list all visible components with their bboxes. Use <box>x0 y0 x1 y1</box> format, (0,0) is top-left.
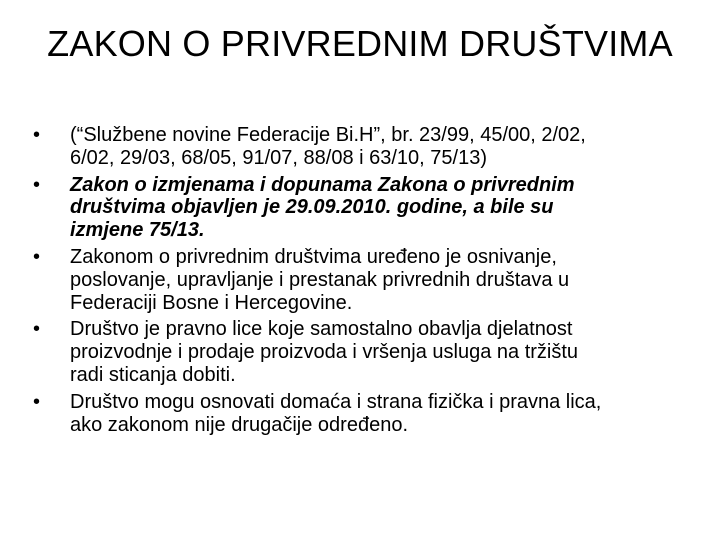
bullet-dot: • <box>33 390 41 413</box>
bullet-item-law-scope <box>30 246 700 314</box>
bullet-line: ako zakonom nije drugačije određeno. <box>70 413 408 436</box>
bullet-line: radi sticanja dobiti. <box>70 363 236 386</box>
slide-title: ZAKON O PRIVREDNIM DRUŠTVIMA <box>47 23 673 64</box>
bullet-list <box>30 124 700 440</box>
bullet-item-gazette-references <box>30 124 700 170</box>
bullet-line: društvima objavljen je 29.09.2010. godine, a bile su <box>70 196 554 219</box>
bullet-line: Zakon o izmjenama i dopunama Zakona o privrednim <box>70 173 575 196</box>
bullet-line: Zakonom o privrednim društvima uređeno je osnivanje, <box>70 245 557 268</box>
bullet-line: Društvo je pravno lice koje samostalno obavlja djelatnost <box>70 318 573 341</box>
bullet-line: (“Službene novine Federacije Bi.H”, br. 23/99, 45/00, 2/02, <box>70 124 586 146</box>
bullet-line: proizvodnje i prodaje proizvoda i vršenja usluga na tržištu <box>70 341 579 364</box>
bullet-item-amendments <box>30 174 700 242</box>
bullet-line: Federaciji Bosne i Hercegovine. <box>70 291 353 314</box>
bullet-dot: • <box>33 124 41 146</box>
bullet-line: Društvo mogu osnovati domaća i strana fizička i pravna lica, <box>70 390 602 413</box>
bullet-dot: • <box>33 173 41 196</box>
bullet-item-company-definition <box>30 318 700 386</box>
bullet-line: 6/02, 29/03, 68/05, 91/07, 88/08 i 63/10, 75/13) <box>70 146 488 169</box>
bullet-line: poslovanje, upravljanje i prestanak privrednih društava u <box>70 268 570 291</box>
bullet-dot: • <box>33 318 41 341</box>
bullet-item-founders <box>30 391 700 437</box>
bullet-dot: • <box>33 245 41 268</box>
bullet-line: izmjene 75/13. <box>70 219 205 242</box>
